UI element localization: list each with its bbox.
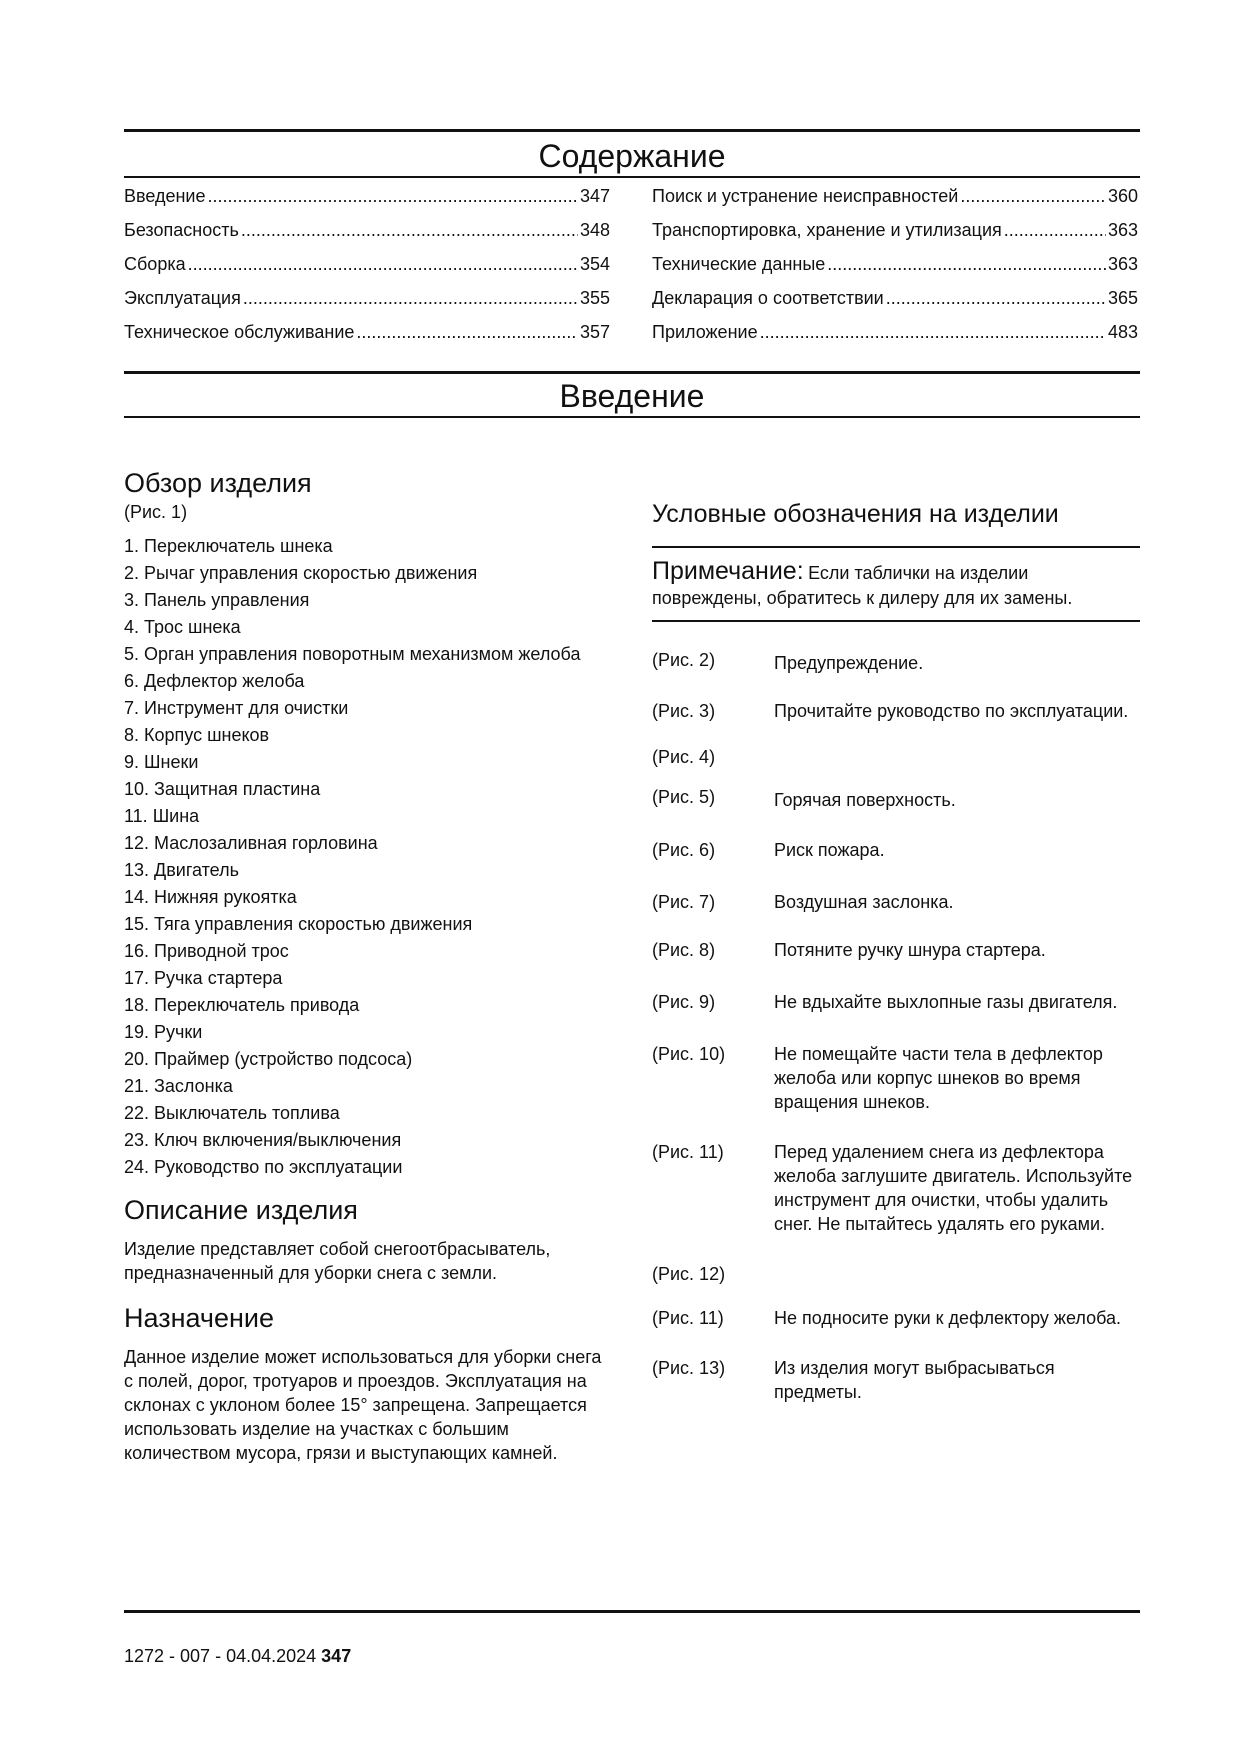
toc-entry-label: Техническое обслуживание xyxy=(124,322,355,342)
symbol-row xyxy=(652,745,1140,769)
toc-entry[interactable] xyxy=(124,322,610,356)
toc-leader xyxy=(960,186,1106,207)
intro-bottom-rule xyxy=(124,416,1140,418)
list-item: 5. Орган управления поворотным механизмом желоба xyxy=(124,644,581,664)
list-item: 18. Переключатель привода xyxy=(124,995,360,1015)
symbol-row xyxy=(652,1140,1140,1236)
list-item: 9. Шнеки xyxy=(124,752,199,772)
note-box xyxy=(652,546,1140,622)
symbol-fig-ref: (Рис. 7) xyxy=(652,892,716,912)
toc-title: Содержание xyxy=(538,138,726,174)
footer-page-number: 347 xyxy=(321,1646,352,1666)
symbol-fig-ref: (Рис. 8) xyxy=(652,940,716,960)
symbol-text: Горячая поверхность. xyxy=(774,790,956,810)
toc-entry-label: Эксплуатация xyxy=(124,288,241,308)
symbol-fig-ref: (Рис. 9) xyxy=(652,992,716,1012)
symbol-text: Потяните ручку шнура стартера. xyxy=(774,940,1046,960)
symbol-text: Не подносите руки к дефлектору желоба. xyxy=(774,1308,1122,1328)
purpose-heading: Назначение xyxy=(124,1303,275,1333)
toc-entry[interactable] xyxy=(652,186,1138,220)
toc-bottom-rule xyxy=(124,176,1140,178)
toc-leader xyxy=(241,220,578,241)
toc-entry-page: 365 xyxy=(1107,288,1138,308)
toc-entry-page: 363 xyxy=(1107,220,1138,240)
toc-entry-page: 348 xyxy=(579,220,610,240)
list-item: 6. Дефлектор желоба xyxy=(124,671,305,691)
toc-entry-page: 347 xyxy=(579,186,610,206)
description-text: Изделие представляет собой снегоотбрасыватель, предназначенный для уборки снега с земли. xyxy=(124,1239,551,1283)
toc-right-column xyxy=(652,186,1138,356)
symbol-row xyxy=(652,1262,1140,1286)
symbol-fig-ref: (Рис. 10) xyxy=(652,1044,726,1064)
list-item: 2. Рычаг управления скоростью движения xyxy=(124,563,478,583)
parts-list xyxy=(124,534,610,1179)
list-item: 23. Ключ включения/выключения xyxy=(124,1130,402,1150)
symbol-text: Воздушная заслонка. xyxy=(774,892,954,912)
symbols-table xyxy=(652,648,1140,1404)
toc-entry[interactable] xyxy=(124,186,610,220)
toc-entry-label: Введение xyxy=(124,186,206,206)
toc-entry[interactable] xyxy=(652,220,1138,254)
toc-entry-page: 357 xyxy=(579,322,610,342)
list-item: 19. Ручки xyxy=(124,1022,203,1042)
symbol-row xyxy=(652,990,1140,1014)
list-item: 4. Трос шнека xyxy=(124,617,241,637)
list-item: 15. Тяга управления скоростью движения xyxy=(124,914,473,934)
symbol-row xyxy=(652,838,1140,862)
toc-leader xyxy=(208,186,578,207)
footer-rule xyxy=(124,1610,1140,1613)
symbol-text xyxy=(774,745,1140,769)
toc-leader xyxy=(188,254,578,275)
intro-top-rule xyxy=(124,371,1140,374)
symbol-text: Не помещайте части тела в дефлектор желоба или корпус шнеков во время вращения шнеков. xyxy=(774,1044,1103,1112)
symbol-row xyxy=(652,785,1140,812)
symbol-text: Не вдыхайте выхлопные газы двигателя. xyxy=(774,992,1118,1012)
symbol-row xyxy=(652,1306,1140,1330)
symbol-fig-ref: (Рис. 2) xyxy=(652,650,716,670)
toc-entry-page: 354 xyxy=(579,254,610,274)
toc-entry-label: Безопасность xyxy=(124,220,239,240)
symbol-fig-ref: (Рис. 11) xyxy=(652,1142,724,1162)
list-item: 3. Панель управления xyxy=(124,590,310,610)
symbol-text: Риск пожара. xyxy=(774,840,885,860)
list-item: 12. Маслозаливная горловина xyxy=(124,833,378,853)
toc-entry[interactable] xyxy=(124,254,610,288)
symbol-row xyxy=(652,1356,1140,1404)
toc-entry[interactable] xyxy=(652,254,1138,288)
intro-title: Введение xyxy=(559,378,705,414)
toc-entry[interactable] xyxy=(124,288,610,322)
symbol-row xyxy=(652,699,1140,723)
symbol-fig-ref: (Рис. 5) xyxy=(652,787,716,807)
toc-left-column xyxy=(124,186,610,356)
symbol-text: Прочитайте руководство по эксплуатации. xyxy=(774,701,1129,721)
toc-leader xyxy=(886,288,1106,309)
symbol-text: Перед удалением снега из дефлектора желоба заглушите двигатель. Используйте инструмент для очистки, чтобы удалить снег. Не пытайтесь удалять его руками. xyxy=(774,1142,1133,1234)
toc-leader xyxy=(760,322,1106,343)
toc-leader xyxy=(243,288,578,309)
overview-fig-ref: (Рис. 1) xyxy=(124,502,188,522)
symbol-fig-ref: (Рис. 6) xyxy=(652,840,716,860)
overview-heading: Обзор изделия xyxy=(124,468,312,498)
purpose-text: Данное изделие может использоваться для уборки снега с полей, дорог, тротуаров и проездов. Эксплуатация на склонах с уклоном более 15° запрещена. Запрещается использовать изделие на участках с большим количеством мусора, грязи и выступающих камней. xyxy=(124,1347,602,1463)
toc-top-rule xyxy=(124,129,1140,132)
symbol-fig-ref: (Рис. 13) xyxy=(652,1358,726,1378)
list-item: 10. Защитная пластина xyxy=(124,779,321,799)
toc-entry[interactable] xyxy=(124,220,610,254)
symbol-fig-ref: (Рис. 3) xyxy=(652,701,716,721)
toc-entry-label: Приложение xyxy=(652,322,758,342)
toc-leader xyxy=(356,322,578,343)
toc-entry-page: 355 xyxy=(579,288,610,308)
list-item: 8. Корпус шнеков xyxy=(124,725,270,745)
symbols-heading: Условные обозначения на изделии xyxy=(652,500,1059,528)
symbol-text: Из изделия могут выбрасываться предметы. xyxy=(774,1358,1055,1402)
list-item: 24. Руководство по эксплуатации xyxy=(124,1157,403,1177)
list-item: 20. Праймер (устройство подсоса) xyxy=(124,1049,413,1069)
symbol-fig-ref: (Рис. 12) xyxy=(652,1264,726,1284)
list-item: 11. Шина xyxy=(124,806,200,826)
symbol-row xyxy=(652,1042,1140,1114)
list-item: 22. Выключатель топлива xyxy=(124,1103,340,1123)
toc-leader xyxy=(1004,220,1106,241)
toc-entry-page: 360 xyxy=(1107,186,1138,206)
toc-entry-label: Сборка xyxy=(124,254,186,274)
symbol-row xyxy=(652,938,1140,962)
toc-entry-page: 483 xyxy=(1107,322,1138,342)
toc-leader xyxy=(827,254,1106,275)
symbol-row xyxy=(652,648,1140,675)
list-item: 1. Переключатель шнека xyxy=(124,536,333,556)
toc-entry-label: Поиск и устранение неисправностей xyxy=(652,186,959,206)
symbol-text xyxy=(774,1262,1140,1286)
list-item: 21. Заслонка xyxy=(124,1076,233,1096)
note-label: Примечание: xyxy=(652,557,804,585)
toc-entry[interactable] xyxy=(652,288,1138,322)
symbol-fig-ref: (Рис. 11) xyxy=(652,1308,724,1328)
list-item: 17. Ручка стартера xyxy=(124,968,283,988)
page-footer xyxy=(124,1644,351,1668)
symbol-fig-ref: (Рис. 4) xyxy=(652,747,716,767)
list-item: 14. Нижняя рукоятка xyxy=(124,887,297,907)
toc-entry-label: Декларация о соответствии xyxy=(652,288,884,308)
symbol-row xyxy=(652,890,1140,914)
symbol-text: Предупреждение. xyxy=(774,653,924,673)
toc-entry-label: Технические данные xyxy=(652,254,826,274)
list-item: 13. Двигатель xyxy=(124,860,239,880)
footer-doc-code: 1272 - 007 - 04.04.2024 xyxy=(124,1646,317,1666)
toc-entry-label: Транспортировка, хранение и утилизация xyxy=(652,220,1002,240)
list-item: 7. Инструмент для очистки xyxy=(124,698,349,718)
list-item: 16. Приводной трос xyxy=(124,941,289,961)
note-text: Если таблички на изделии повреждены, обратитесь к дилеру для их замены. xyxy=(652,563,1073,608)
toc-entry[interactable] xyxy=(652,322,1138,356)
right-column xyxy=(652,498,1140,1404)
left-column xyxy=(124,466,610,1465)
description-heading: Описание изделия xyxy=(124,1195,358,1225)
toc-entry-page: 363 xyxy=(1107,254,1138,274)
